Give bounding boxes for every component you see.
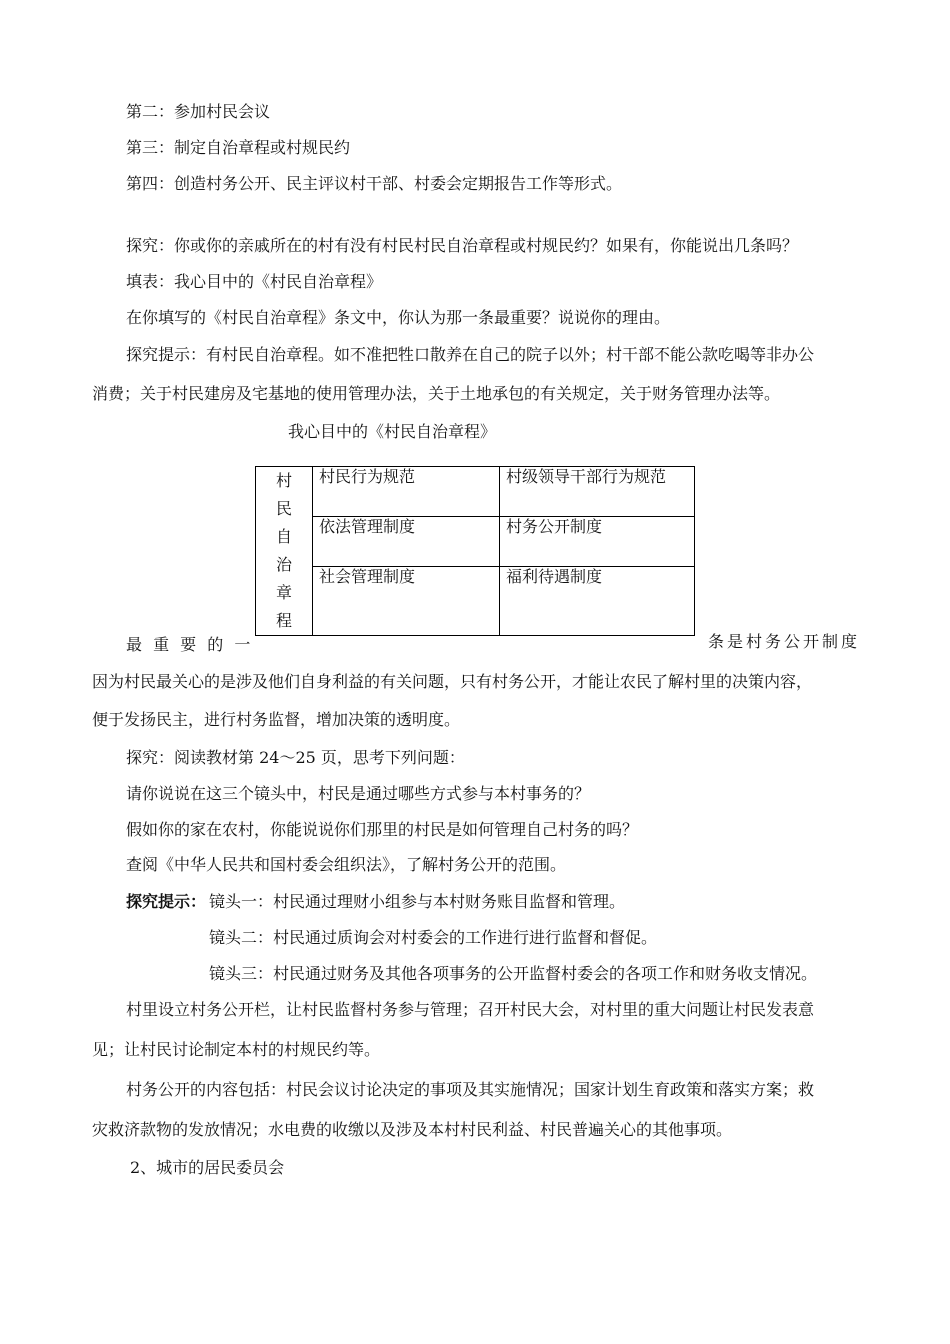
paragraph-line: 村里设立村务公开栏，让村民监督村务参与管理；召开村民大会，对村里的重大问题让村民发表意	[126, 1000, 815, 1019]
paragraph-line: 因为村民最关心的是涉及他们自身利益的有关问题，只有村务公开，才能让农民了解村里的决策内容，	[92, 672, 813, 691]
hint-label: 探究提示：	[126, 892, 207, 911]
paragraph-line: 见；让村民讨论制定本村的村规民约等。	[92, 1040, 381, 1059]
paragraph-line: 第四：创造村务公开、民主评议村干部、村委会定期报告工作等形式。	[126, 174, 623, 193]
paragraph-line: 探究提示：有村民自治章程。如不准把牲口散养在自己的院子以外；村干部不能公款吃喝等非办公	[126, 345, 815, 364]
paragraph-line: 请你说说在这三个镜头中，村民是通过哪些方式参与本村事务的？	[126, 784, 591, 803]
table-title: 我心目中的《村民自治章程》	[288, 422, 497, 441]
paragraph-line: 消费；关于村民建房及宅基地的使用管理办法，关于土地承包的有关规定，关于财务管理办法等。	[92, 384, 781, 403]
charter-table	[255, 466, 695, 636]
table-cell: 依法管理制度	[313, 516, 500, 566]
side-char: 章	[275, 583, 292, 602]
side-char: 村	[275, 471, 292, 490]
side-char: 治	[275, 555, 292, 574]
paragraph-line: 第二：参加村民会议	[126, 102, 271, 121]
side-char: 程	[275, 611, 292, 630]
most-important-left: 最 重 要 的 一	[126, 635, 251, 654]
paragraph-line: 便于发扬民主，进行村务监督，增加决策的透明度。	[92, 710, 461, 729]
table-cell: 村民行为规范	[313, 467, 500, 517]
table-cell: 村务公开制度	[500, 516, 695, 566]
hint-line: 镜头三：村民通过财务及其他各项事务的公开监督村委会的各项工作和财务收支情况。	[209, 964, 818, 983]
charter-side-label	[256, 467, 313, 636]
paragraph-line: 填表：我心目中的《村民自治章程》	[126, 272, 383, 291]
table-cell: 社会管理制度	[313, 566, 500, 635]
paragraph-line: 探究：你或你的亲戚所在的村有没有村民村民自治章程或村规民约？如果有，你能说出几条吗？	[126, 236, 799, 255]
paragraph-line: 村务公开的内容包括：村民会议讨论决定的事项及其实施情况；国家计划生育政策和落实方案；救	[126, 1080, 815, 1099]
side-char: 民	[275, 499, 292, 518]
side-char: 自	[275, 527, 292, 546]
paragraph-line: 在你填写的《村民自治章程》条文中，你认为那一条最重要？说说你的理由。	[126, 308, 671, 327]
paragraph-line: 查阅《中华人民共和国村委会组织法》，了解村务公开的范围。	[126, 855, 567, 874]
paragraph-line: 灾救济款物的发放情况；水电费的收缴以及涉及本村村民利益、村民普遍关心的其他事项。	[92, 1120, 733, 1139]
section-heading: 2、城市的居民委员会	[130, 1158, 285, 1177]
table-cell: 福利待遇制度	[500, 566, 695, 635]
table-cell: 村级领导干部行为规范	[500, 467, 695, 517]
paragraph-line: 探究：阅读教材第 24～25 页，思考下列问题：	[126, 748, 465, 767]
hint-line: 镜头二：村民通过质询会对村委会的工作进行进行监督和督促。	[209, 928, 658, 947]
hint-line: 镜头一：村民通过理财小组参与本村财务账目监督和管理。	[209, 892, 626, 911]
paragraph-line: 第三：制定自治章程或村规民约	[126, 138, 351, 157]
most-important-right: 条是村务公开制度	[708, 632, 861, 651]
paragraph-line: 假如你的家在农村，你能说说你们那里的村民是如何管理自己村务的吗？	[126, 820, 639, 839]
